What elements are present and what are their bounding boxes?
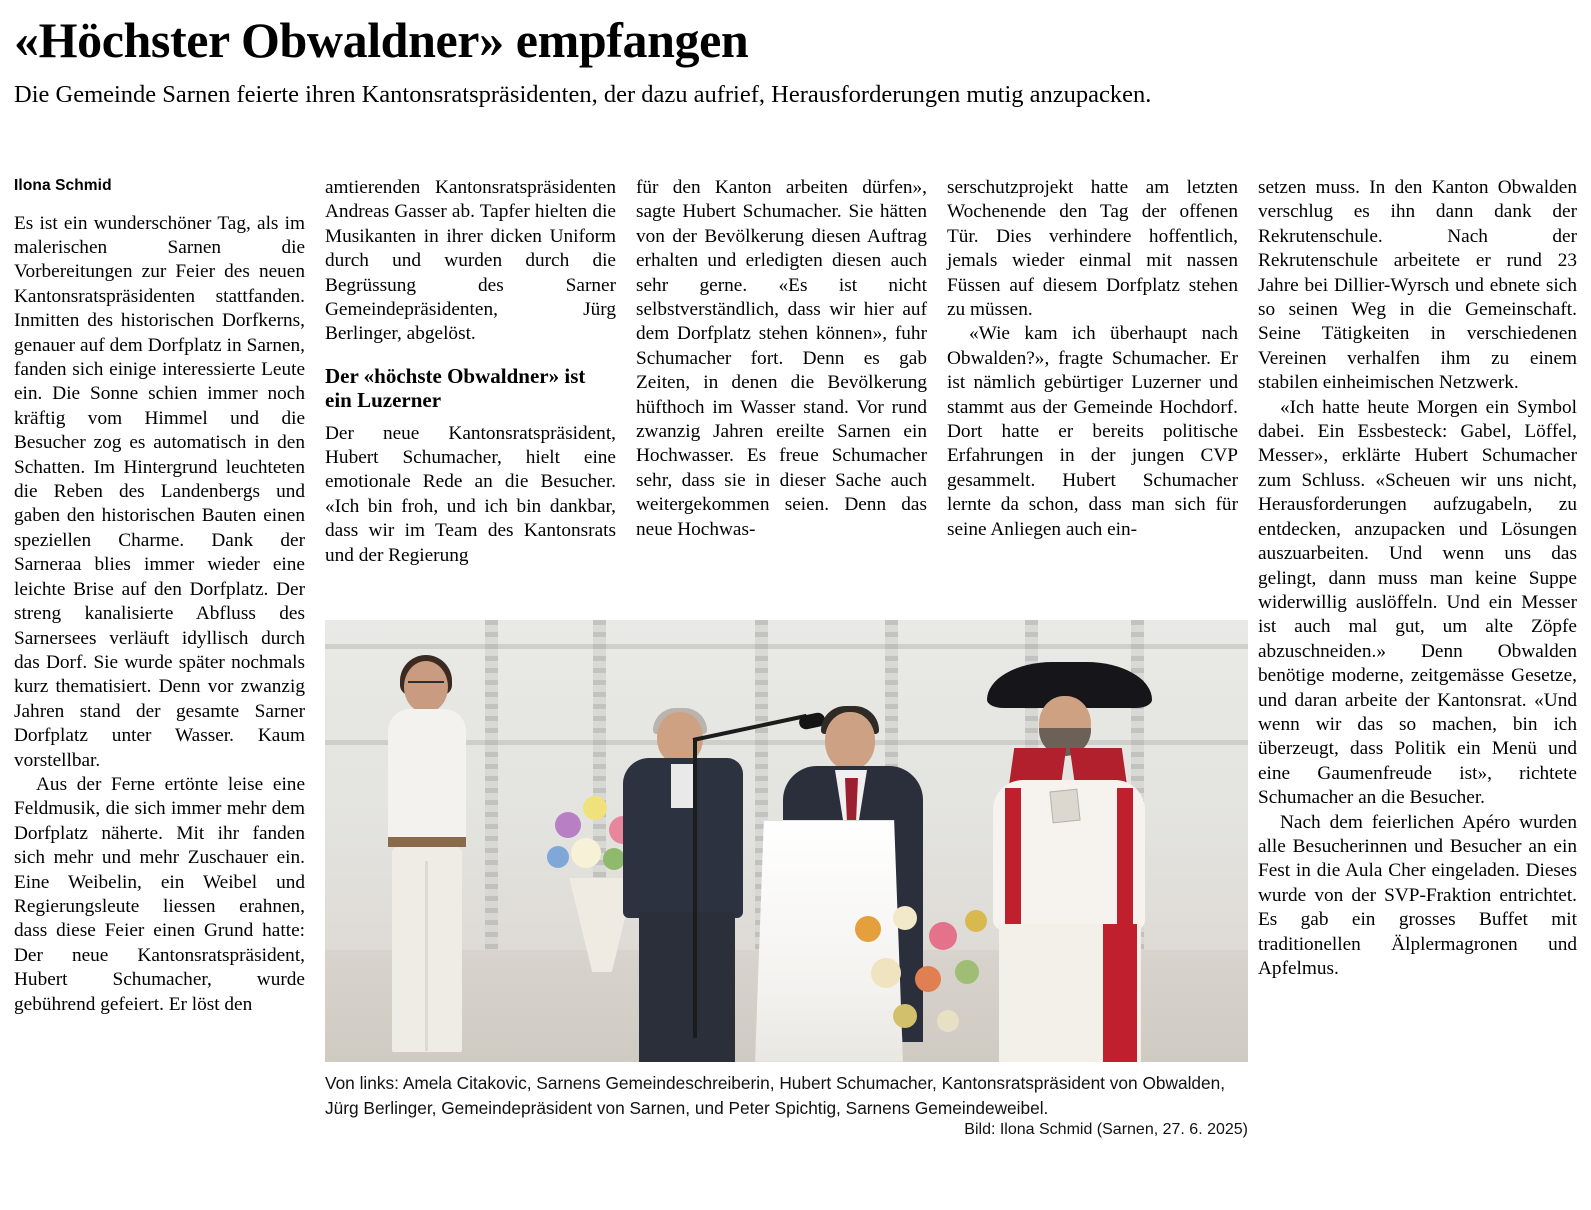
cape-stripe	[1005, 788, 1021, 928]
robe-stripe	[1103, 924, 1137, 1062]
text-column-1	[14, 176, 305, 1017]
cape-stripe	[1117, 788, 1133, 928]
paragraph: setzen muss. In den Kanton Obwalden verschlug es ihn dann dank der Rekrutenschule. Nach der Rekrutenschule arbeitete er rund 23 Jahre bei Dillier-Wyrsch und ebnete sich so seinen Weg in die Gemeinschaft. Seine Tätigkeiten in verschiedenen Vereinen verhalfen ihm zu einem stabilen einheimischen Netzwerk.	[1258, 177, 1577, 394]
paragraph: «Ich hatte heute Morgen ein Symbol dabei. Ein Essbesteck: Gabel, Löffel, Messer», erklärte Hubert Schumacher zum Schluss. «Scheuen wir uns nicht, Herausforderungen aufzugabeln, zu entdecken, anzupacken und Lösungen auszuarbeiten. Und wenn uns das gelingt, dann muss man keine Suppe widerwillig auslöffeln. Und ein Messer ist auch mal gut, um alte Zöpfe abzuschneiden.» Denn Obwalden benötige moderne, zeitgemässe Gesetze, und daran arbeite der Kantonsrat. «Und wenn wir das so machen, bin ich überzeugt, dass Politik ein Menü und eine Gaumenfreude ist», richtete Schumacher an die Besucher.	[1258, 396, 1577, 809]
text-column-5	[1258, 176, 1577, 981]
photo-person-gemeindeweibel	[981, 662, 1156, 1062]
page-title: «Höchster Obwaldner» empfangen	[14, 12, 749, 68]
text-column-2	[325, 176, 616, 568]
article-figure	[325, 620, 1248, 1139]
byline: Ilona Schmid	[14, 177, 112, 194]
paragraph: «Wie kam ich überhaupt nach Obwalden?», fragte Schumacher. Er ist nämlich gebürtiger Luzerner und stammt aus der Gemeinde Hochdorf. Dort hatte er bereits politische Erfahrungen in der jungen CVP gesammelt. Hubert Schumacher lernte da schon, dass man sich für seine Anliegen auch ein-	[947, 323, 1238, 540]
paragraph: serschutzprojekt hatte am letzten Wochenende den Tag der offenen Tür. Dies verhindere hoffentlich, jemals wieder einmal mit nassen Füssen auf diesem Dorfplatz stehen zu müssen.	[947, 177, 1238, 321]
paragraph: Es ist ein wunderschöner Tag, als im malerischen Sarnen die Vorbereitungen zur Feier des neuen Kantonsratspräsidenten stattfanden. Inmitten des historischen Dorfkerns, genauer auf dem Dorfplatz in Sarnen, fanden sich einige interessierte Leute ein. Die Sonne schien immer noch kräftig vom Himmel und die Besucher zog es automatisch in den Schatten. Im Hintergrund leuchteten die Reben des Landenbergs und gaben den historischen Bauten einen speziellen Charme. Dank der Sarneraa blies immer wieder eine leichte Brise auf den Dorfplatz. Der streng kanalisierte Abfluss des Sarnersees verläuft idyllisch durch das Dorf. Sie wurde später nochmals kurz thematisiert. Denn vor zwanzig Jahren stand der gesamte Sarner Dorfplatz unter Wasser. Kaum vorstellbar.	[14, 212, 305, 771]
torso	[388, 709, 466, 844]
flower	[893, 906, 917, 930]
legs	[639, 912, 735, 1062]
flower	[571, 838, 601, 868]
head	[825, 712, 875, 770]
photo-credit: Bild: Ilona Schmid (Sarnen, 27. 6. 2025)	[964, 1121, 1248, 1139]
paragraph: Der neue Kantonsratspräsident, Hubert Schumacher, hielt eine emotionale Rede an die Besucher. «Ich bin froh, und ich bin dankbar, dass wir im Team des Kantonsrats und der Regierung	[325, 422, 616, 566]
photo-person-gemeindeschreiberin	[370, 661, 490, 1056]
photo-caption: Von links: Amela Citakovic, Sarnens Gemeindeschreiberin, Hubert Schumacher, Kantonsratspräsident von Obwalden, Jürg Berlinger, Gemeindepräsident von Sarnen, und Peter Spichtig, Sarnens Gemeindeweibel.	[325, 1073, 1226, 1118]
paragraph: für den Kanton arbeiten dürfen», sagte Hubert Schumacher. Sie hätten von der Bevölkerung diesen Auftrag erhalten und erledigten diesen auch sehr gerne. «Es ist nicht selbstverständlich, dass wir hier auf dem Dorfplatz stehen können», fuhr Schumacher fort. Denn es gab Zeiten, in denen die Bevölkerung hüfthoch im Wasser stand. Vor rund zwanzig Jahren ereilte Sarnen ein Hochwasser. Es freue Schumacher sehr, dass sie in dieser Sache auch weitergekommen seien. Denn das neue Hochwas-	[636, 177, 927, 540]
flower	[547, 846, 569, 868]
flower	[583, 796, 607, 820]
flower	[855, 916, 881, 942]
paragraph: amtierenden Kantonsratspräsidenten Andreas Gasser ab. Tapfer hielten die Musikanten in ihrer dicken Uniform durch und wurden durch die Begrüssung des Sarner Gemeindepräsidenten, Jürg Berlinger, abgelöst.	[325, 177, 616, 345]
flower	[555, 812, 581, 838]
flower	[955, 960, 979, 984]
text-column-3	[636, 176, 927, 542]
section-subheading: Der «höchste Obwaldner» ist ein Luzerner	[325, 363, 586, 413]
photo-beam	[325, 644, 1248, 649]
badge	[1049, 789, 1080, 824]
glasses	[408, 681, 444, 691]
paragraph: Aus der Ferne ertönte leise eine Feldmusik, die sich immer mehr dem Dorfplatz näherte. Mit ihr fanden sich mehr und mehr Zuschauer ein. Eine Weibelin, ein Weibel und Regierungsleute liessen erahnen, dass diese Feier einen Grund hatte: Der neue Kantonsratspräsident, Hubert Schumacher, wurde gebührend gefeiert. Er löst den	[14, 773, 305, 1015]
flower	[893, 1004, 917, 1028]
article-body	[14, 176, 1577, 1206]
article-photo	[325, 620, 1248, 1062]
article-page	[0, 14, 1591, 1210]
flower	[937, 1010, 959, 1032]
flower	[915, 966, 941, 992]
photo-person-gemeindepraesident	[615, 712, 765, 1062]
flower	[929, 922, 957, 950]
paragraph: Nach dem feierlichen Apéro wurden alle Besucherinnen und Besucher an ein Fest in die Aula Cher eingeladen. Dieses wurde von der SVP-Fraktion entrichtet. Es gab ein grosses Buffet mit traditionellen Älplermagronen und Apfelmus.	[1258, 811, 1577, 979]
flower	[871, 958, 901, 988]
shirt	[671, 764, 693, 808]
belt	[388, 837, 466, 847]
microphone-stand	[693, 738, 697, 1038]
text-column-4	[947, 176, 1238, 542]
article-subhead: Die Gemeinde Sarnen feierte ihren Kantonsratspräsidenten, der dazu aufrief, Herausforderungen mutig anzupacken.	[14, 81, 1152, 108]
leg-split	[425, 861, 428, 1051]
